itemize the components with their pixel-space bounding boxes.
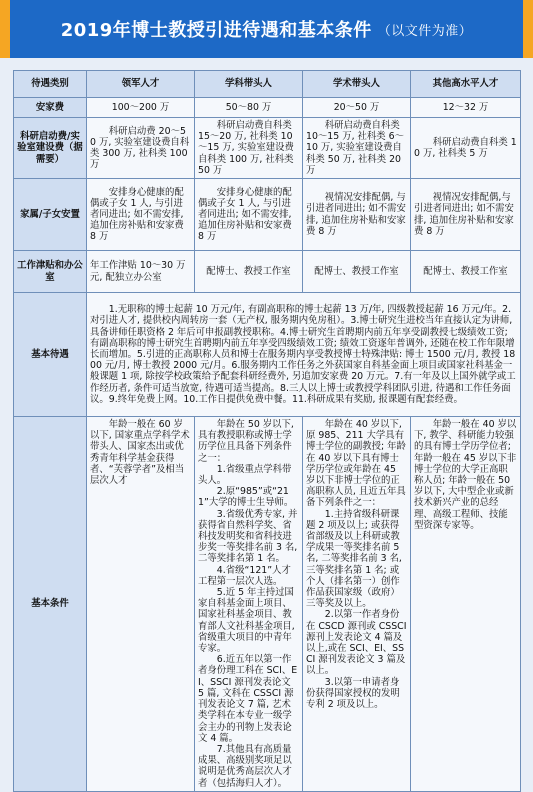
work-cell: 配博士、教授工作室: [303, 251, 411, 293]
col-header-academic-leader: 学术带头人: [303, 71, 411, 98]
row-label-cond: 基本条件: [14, 417, 87, 792]
table-row-basic: [14, 293, 521, 417]
row-label-family: 家属/子女安置: [14, 179, 87, 251]
family-cell: 视情况安排配偶, 与引进者同进出; 如不需安排, 追加住房补贴和安家费 8 万: [303, 179, 411, 251]
settle-cell: 20～50 万: [303, 98, 411, 118]
cond-item: 3.省级优秀专家, 并获得省自然科学奖、省科技发明奖和省科技进步奖一等奖排名前 3 名, 二等奖排名第 1 名。: [198, 508, 298, 565]
page-title: [0, 0, 533, 58]
family-cell: 安排身心健康的配偶或子女 1 人, 与引进者同进出; 如不需安排, 追加住房补贴和安家费 8 万: [87, 179, 195, 251]
settle-cell: 50～80 万: [195, 98, 303, 118]
table-row-family: [14, 179, 521, 251]
table-row-cond: [14, 417, 521, 792]
work-cell: 配博士、教授工作室: [195, 251, 303, 293]
cond-item: 2.原“985”或“211”大学的博士生导师。: [198, 486, 294, 509]
col-header-other-talent: 其他高水平人才: [411, 71, 521, 98]
work-cell: 配博士、教授工作室: [411, 251, 521, 293]
row-label-research: 科研启动费/实验室建设费（据需要）: [14, 118, 87, 179]
family-cell: 视情况安排配偶,与引进者同进出; 如不需安排, 追加住房补贴和安家费 8 万: [411, 179, 521, 251]
research-cell: 科研启动费 20～50 万, 实验室建设费自科类 300 万, 社科类 100 万: [87, 118, 195, 179]
cond-item: 5.近 5 年主持过国家自科基金面上项目、国家社科基金项目、教育部人文社科基金项目, 省级重大项目的中青年专家。: [198, 587, 295, 655]
cond-item: 7.其他具有高质量成果、高级别奖项足以说明是优秀高层次人才者（包括海归人才）。: [198, 743, 292, 789]
family-cell: 安排身心健康的配偶或子女 1 人, 与引进者同进出; 如不需安排, 追加住房补贴和安家费 8 万: [195, 179, 303, 251]
header-banner: [0, 0, 533, 58]
table-row-settle: [14, 98, 521, 118]
row-label-settle: 安家费: [14, 98, 87, 118]
page-title-text: 2019年博士教授引进待遇和基本条件: [60, 20, 372, 41]
cond-item: 6.近五年以第一作者身份理工科在 SCI、EI、SSCI 源刊发表论文 5 篇, 文科在 CSSCI 源刊发表论文 7 篇, 艺术类学科在本专业一级学会主办的刊物上发表论文 4 篇。: [198, 654, 298, 744]
col-header-category: 待遇类别: [14, 71, 87, 98]
cond-item: 4.省级“121”人才工程第一层次人选。: [198, 564, 291, 587]
research-cell: 科研启动费自科类 10 万, 社科类 5 万: [411, 118, 521, 179]
table-row-research: [14, 118, 521, 179]
table-row-work: [14, 251, 521, 293]
cond-item: 年龄在 50 岁以下, 具有教授职称或博士学历学位且具备下列条件之一：: [198, 419, 294, 464]
basic-benefits-text: 1.无职称的博士起薪 10 万元/年, 有副高职称的博士起薪 13 万/年, 四级教授起薪 16 万元/年。2.对引进人才, 提供校内周转房一套（无产权, 服务期内免房租）。3.博士研究生进校当年直接认定为讲师, 具备讲师任职资格 2 年后可申报副教授职称。4.博士研究生首聘期内前五年享受副教授七级绩效工资; 有副高职称的博士研究生首聘期内前五年享受四级绩效工资; 绩效工资逐年普调外, 还随在校工作年限增长而增加。5.引进的正高职称人员和博士在服务期内享受教授博士特殊津贴: 博士 1500 元/月, 教授 1800 元/月, 博士教授 2000 元/月。6.服务期内工作任务之外获国家自科基金面上项目或国家社科基金一般课题 1 项, 除按学校政策给予配套科研经费外, 另追加安家费 20 万元。7.有一年及以上国外就学或工作经历者, 条件可适当放宽, 待遇可适当提高。8.三人以上博士或教授学科团队引进, 待遇和工作任务面议。9.终年免费上网。10.工作日提供免费中餐。11.科研成果有奖励, 报课题有配套经费。: [90, 304, 516, 405]
cond-cell-leading: 年龄一般在 60 岁以下, 国家重点学科学术带头人、国家杰出或优秀青年科学基金获得者、“芙蓉学者”及相当层次人才: [87, 417, 195, 792]
settle-cell: 100～200 万: [87, 98, 195, 118]
row-label-work: 工作津贴和办公室: [14, 251, 87, 293]
cond-item: 1.主持省级科研课题 2 项及以上; 或获得省部级及以上科研或教学成果一等奖排名前 5 名, 二等奖排名前 3 名, 三等奖排名第 1 名; 或个人（排名第一）创作作品获国家级（政府）三等奖及以上。: [306, 508, 402, 610]
benefits-table: [13, 70, 521, 792]
page-title-note: （以文件为准）: [377, 23, 473, 39]
cond-item: 年龄在 40 岁以下, 原 985、211 大学具有博士学位的副教授; 年龄在 40 岁以下具有博士学历学位或年龄在 45 岁以下非博士学位的正高职称人员, 且近五年具备下列条件之一：: [306, 419, 406, 509]
cond-cell-academic: [303, 417, 411, 792]
cond-item: 1.省级重点学科带头人。: [198, 463, 292, 487]
cond-cell-discipline: [195, 417, 303, 792]
col-header-leading-talent: 领军人才: [87, 71, 195, 98]
research-cell: 科研启动费自科类 15～20 万, 社科类 10～15 万, 实验室建设费自科类 100 万, 社科类 50 万: [195, 118, 303, 179]
work-cell: 年工作津贴 10～30 万元, 配独立办公室: [87, 251, 195, 293]
basic-benefits-cell: [87, 293, 521, 417]
cond-cell-other: 年龄一般在 40 岁以下, 教学、科研能力较强的具有博士学历学位者; 年龄一般在 45 岁以下非博士学位的大学正高职称人员; 年龄一般在 50 岁以下, 大中型企业或新技术新兴产业的总经理、高级工程师、技能型资深专家等。: [411, 417, 521, 792]
benefits-table-wrapper: [13, 70, 520, 789]
cond-item: 2.以第一作者身份在 CSCD 源刊或 CSSCI 源刊上发表论文 4 篇及以上,或在 SCI、EI、SSCI 源刊发表论文 3 篇及以上。: [306, 609, 407, 677]
col-header-discipline-leader: 学科带头人: [195, 71, 303, 98]
research-cell: 科研启动费自科类 10～15 万, 社科类 6～10 万, 实验室建设费自科类 50 万, 社科类 20 万: [303, 118, 411, 179]
table-header-row: [14, 71, 521, 98]
settle-cell: 12～32 万: [411, 98, 521, 118]
cond-item: 3.以第一申请者身份获得国家授权的发明专利 2 项及以上。: [306, 676, 400, 711]
row-label-basic: 基本待遇: [14, 293, 87, 417]
